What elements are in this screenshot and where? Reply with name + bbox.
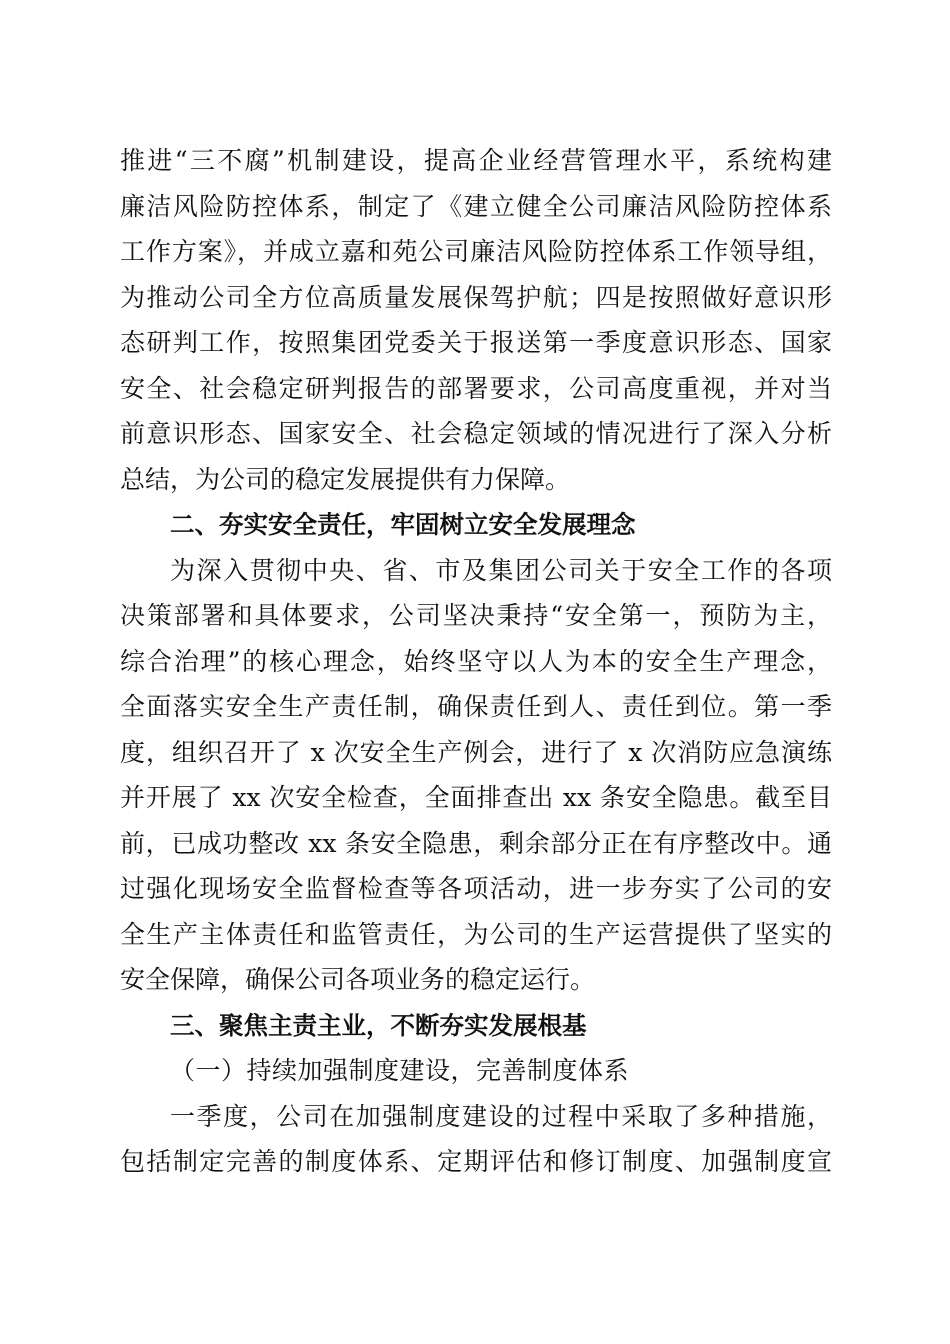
paragraph-line: 态研判工作，按照集团党委关于报送第一季度意识形态、国家 <box>120 328 832 357</box>
paragraph-line: 过强化现场安全监督检查等各项活动，进一步夯实了公司的安 <box>120 874 832 903</box>
paragraph-line-start: 为深入贯彻中央、省、市及集团公司关于安全工作的各项 <box>170 555 832 585</box>
paragraph-line: 全生产主体责任和监管责任，为公司的生产运营提供了坚实的 <box>120 919 832 949</box>
paragraph-line-end: 安全保障，确保公司各项业务的稳定运行。 <box>120 965 596 994</box>
paragraph-line: 全面落实安全生产责任制，确保责任到人、责任到位。第一季 <box>120 692 832 721</box>
paragraph-line: 度，组织召开了 x 次安全生产例会，进行了 x 次消防应急演练 <box>120 737 832 767</box>
paragraph-line: 廉洁风险防控体系，制定了《建立健全公司廉洁风险防控体系 <box>120 191 832 221</box>
document-body <box>120 138 832 1185</box>
paragraph-line: 并开展了 xx 次安全检查，全面排查出 xx 条安全隐患。截至目 <box>120 783 832 812</box>
section-heading-3: 三、聚焦主责主业，不断夯实发展根基 <box>170 1010 587 1040</box>
paragraph-line: 工作方案》，并成立嘉和苑公司廉洁风险防控体系工作领导组， <box>120 237 832 266</box>
paragraph-line: 前，已成功整改 xx 条安全隐患，剩余部分正在有序整改中。通 <box>120 828 832 858</box>
paragraph-line-end: 总结，为公司的稳定发展提供有力保障。 <box>120 464 571 494</box>
paragraph-line: 前意识形态、国家安全、社会稳定领域的情况进行了深入分析 <box>120 419 832 448</box>
subsection-heading-1: （一）持续加强制度建设，完善制度体系 <box>170 1056 630 1085</box>
paragraph-line-start: 一季度，公司在加强制度建设的过程中采取了多种措施， <box>170 1101 832 1131</box>
paragraph-line: 决策部署和具体要求，公司坚决秉持“安全第一，预防为主， <box>120 601 832 630</box>
section-heading-2: 二、夯实安全责任，牢固树立安全发展理念 <box>170 510 636 539</box>
paragraph-line: 包括制定完善的制度体系、定期评估和修订制度、加强制度宣 <box>120 1147 832 1176</box>
paragraph-line: 综合治理”的核心理念，始终坚守以人为本的安全生产理念， <box>120 646 832 676</box>
paragraph-line: 推进“三不腐”机制建设，提高企业经营管理水平，系统构建 <box>120 146 832 175</box>
paragraph-line: 为推动公司全方位高质量发展保驾护航；四是按照做好意识形 <box>120 282 832 312</box>
paragraph-line: 安全、社会稳定研判报告的部署要求，公司高度重视，并对当 <box>120 373 832 403</box>
